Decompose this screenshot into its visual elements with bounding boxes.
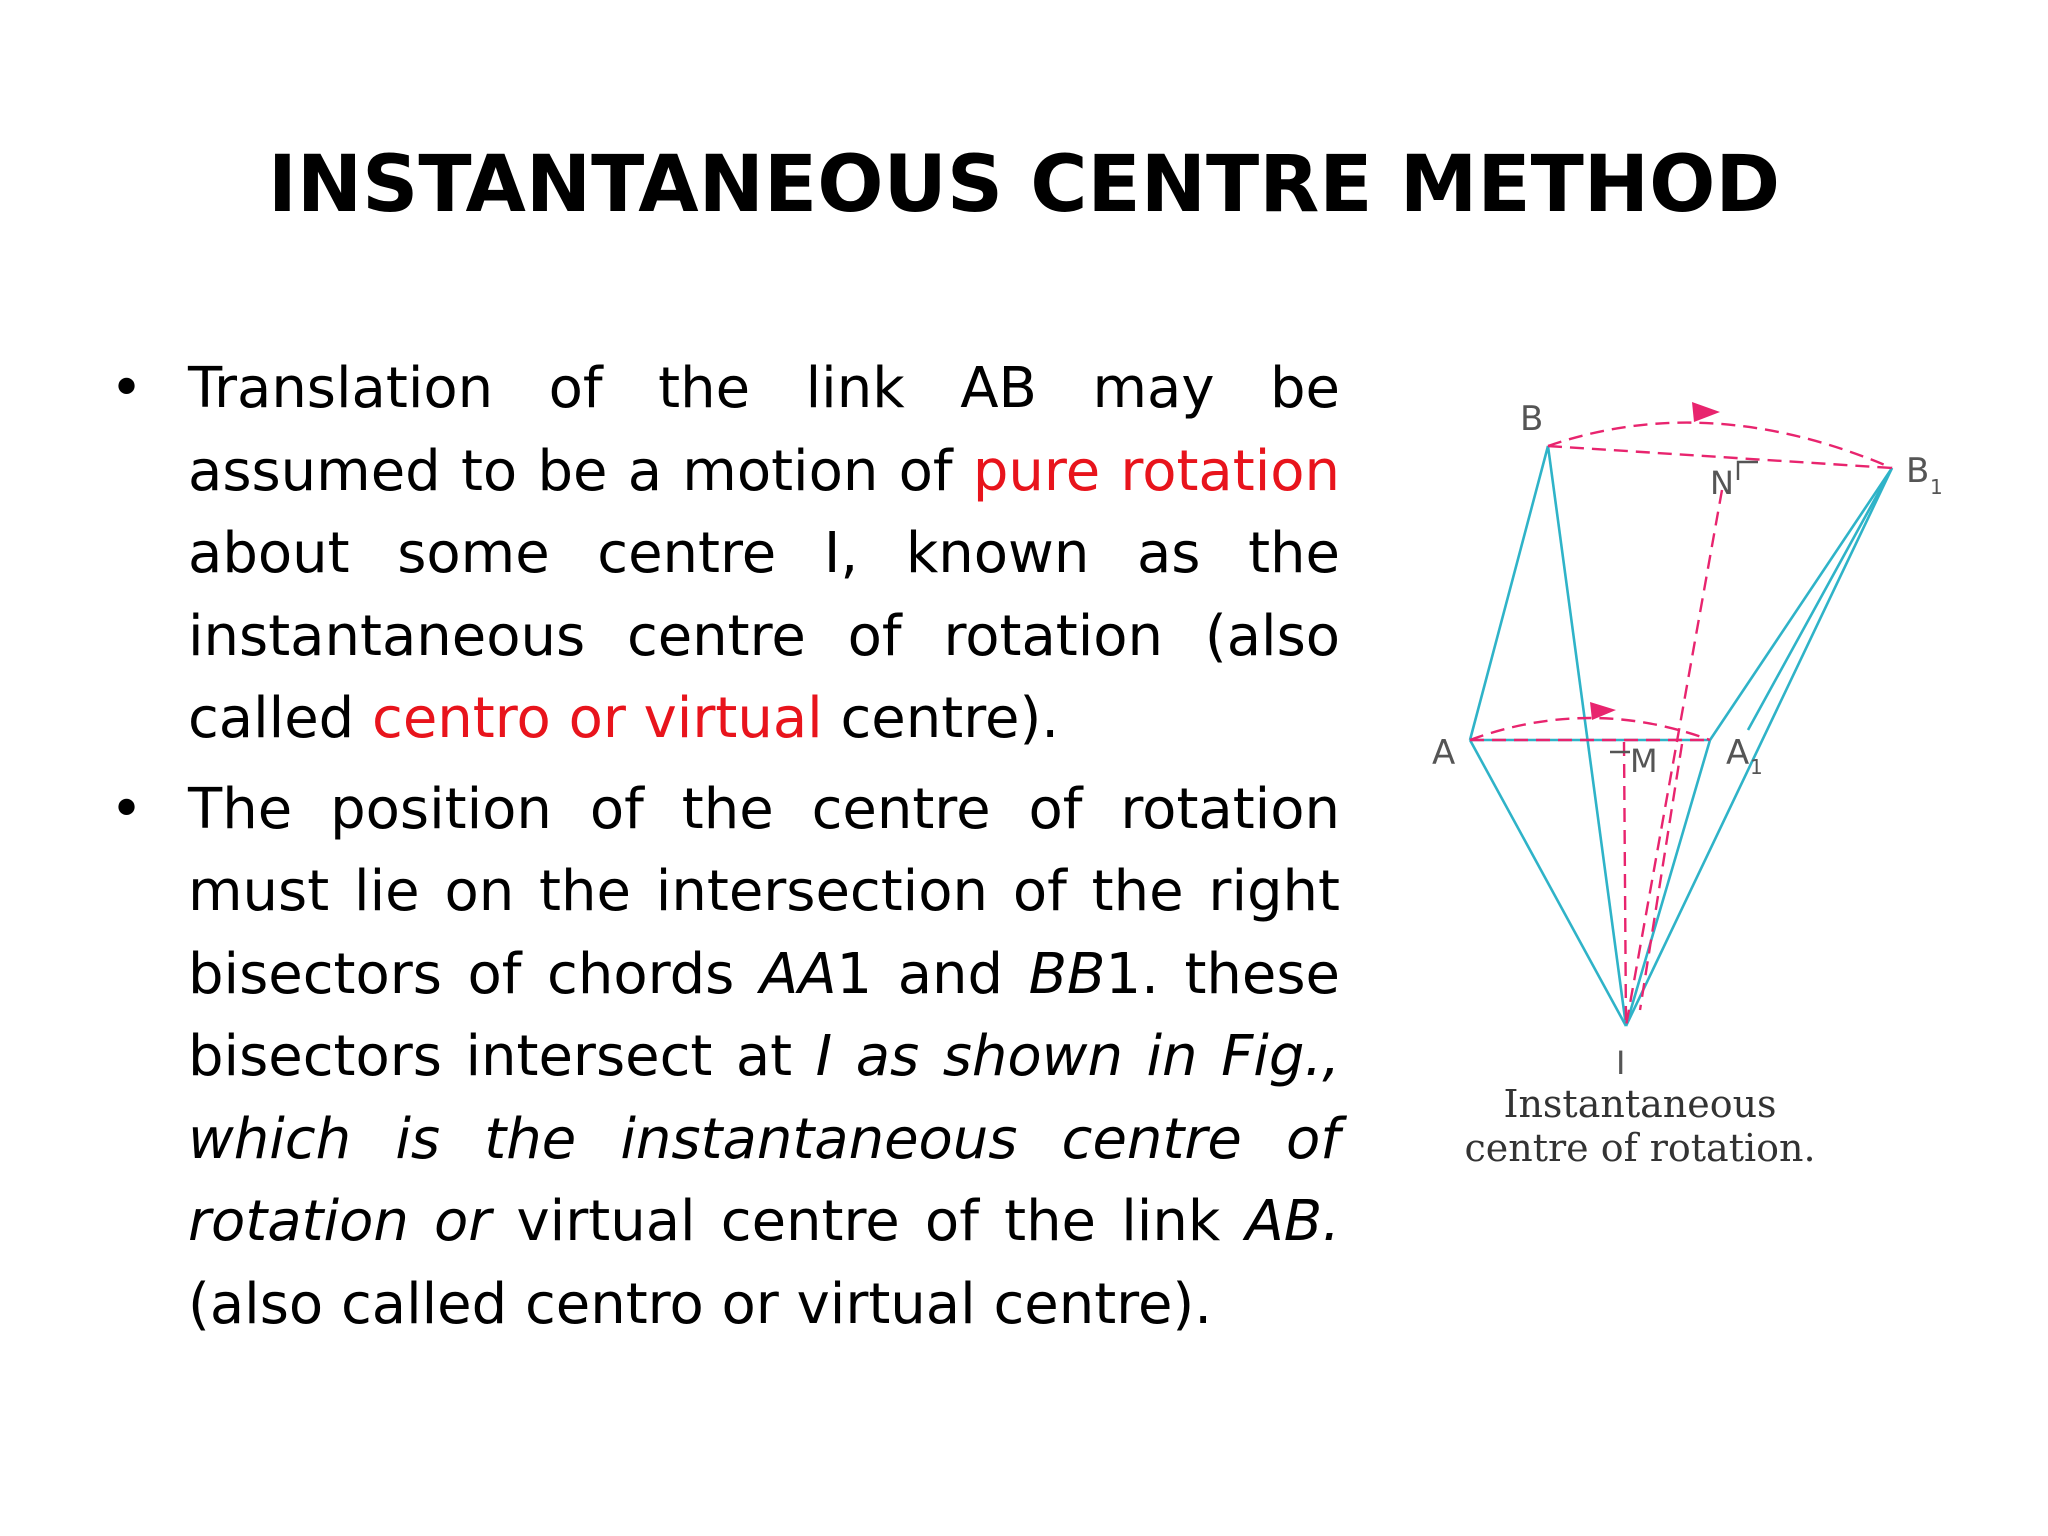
label-i: I	[1616, 1044, 1626, 1082]
label-b1: B	[1906, 451, 1930, 491]
bullet-icon: •	[110, 776, 144, 842]
label-a1: A	[1726, 733, 1750, 773]
label-m: M	[1630, 742, 1658, 780]
bullet-text-part: 1 and	[836, 941, 1029, 1007]
italic-text: AA	[759, 941, 837, 1007]
label-a: A	[1432, 733, 1456, 773]
link-a1-to-b1	[1710, 468, 1892, 740]
bullet-text-part: The position of the centre of rotation must lie on the intersection of the right bisectors of chords	[188, 776, 1340, 1007]
label-a1-sub: 1	[1750, 755, 1763, 779]
link-b-to-i	[1548, 446, 1626, 1026]
highlight-text: pure rotation	[972, 438, 1341, 504]
label-n: N	[1710, 464, 1734, 502]
bullet-text-part: Translation of the link AB may be assumed to be a motion of	[188, 356, 1340, 504]
bisector-m	[1624, 742, 1626, 1026]
caption-line: Instantaneous	[1503, 1082, 1777, 1126]
arc-aa1	[1470, 718, 1710, 740]
link-b1-to-a1-outer	[1748, 468, 1892, 730]
bisector-m-2	[1640, 744, 1682, 1010]
arc-bb1	[1548, 423, 1892, 468]
link-b1-to-i	[1626, 468, 1892, 1026]
label-b: B	[1520, 399, 1544, 439]
link-a1-to-i	[1626, 740, 1710, 1026]
link-b-to-a	[1470, 446, 1548, 740]
link-a-to-i	[1470, 740, 1626, 1026]
bullet-text-part: centre).	[822, 686, 1060, 751]
bullet-item	[100, 769, 1340, 1347]
bullet-text-part: about some centre I, known as the instantaneous centre of rotation (also called	[188, 521, 1340, 751]
right-angle-n	[1738, 462, 1758, 480]
instantaneous-centre-diagram	[1420, 390, 1980, 1180]
label-b1-sub: 1	[1930, 475, 1943, 499]
arrow-bb1	[1692, 402, 1720, 422]
figure-caption	[1420, 1082, 1860, 1170]
italic-text: I as shown in Fig., which is the instantaneous centre of rotation or	[188, 1024, 1340, 1254]
caption-line: centre of rotation.	[1464, 1126, 1816, 1170]
bullet-item	[100, 348, 1340, 761]
italic-text: BB	[1028, 941, 1106, 1007]
bullet-list	[100, 348, 1340, 1354]
bullet-text-part: 1. these bisectors intersect at	[188, 941, 1341, 1089]
bullet-text-part: (also called centro or virtual centre).	[188, 1271, 1213, 1337]
highlight-text: centro or virtual	[372, 686, 823, 751]
italic-text: AB.	[1245, 1189, 1340, 1254]
slide-title: INSTANTANEOUS CENTRE METHOD	[267, 140, 1781, 230]
bullet-icon: •	[110, 356, 144, 421]
bullet-text-part: virtual centre of the link	[491, 1189, 1246, 1254]
